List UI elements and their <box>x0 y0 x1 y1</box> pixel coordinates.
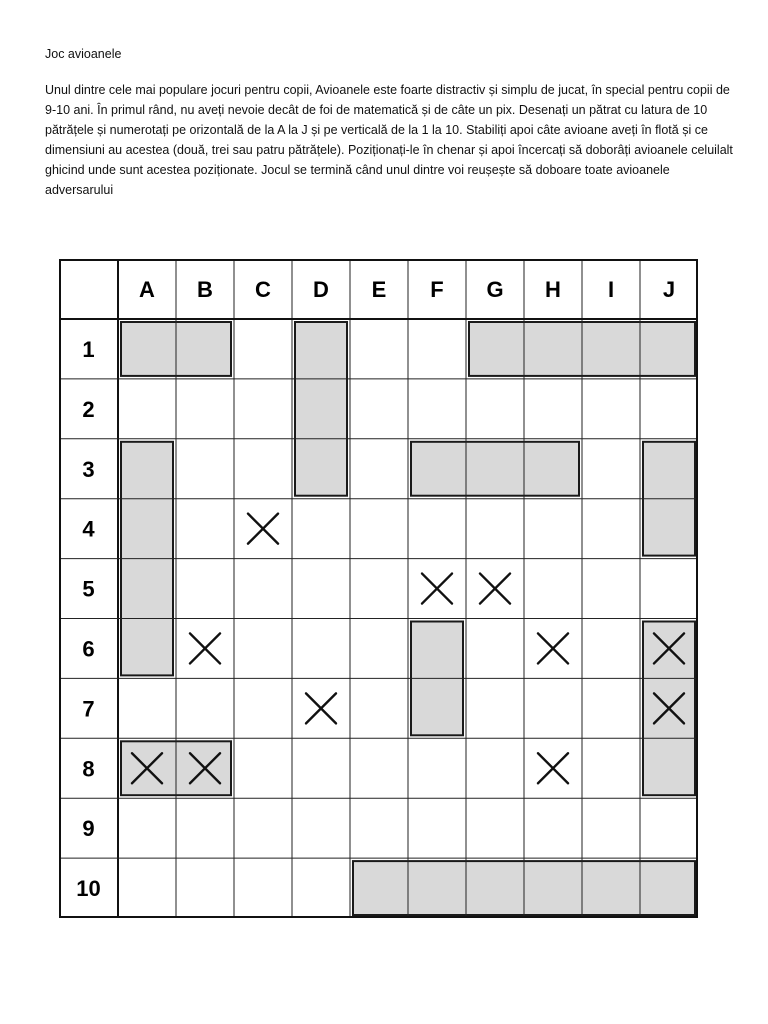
game-board <box>59 259 698 918</box>
column-header-g: G <box>486 277 504 302</box>
column-header-i: I <box>607 277 615 302</box>
row-header-10: 10 <box>76 876 101 902</box>
row-header-8: 8 <box>82 756 95 782</box>
plane-5 <box>411 442 579 496</box>
column-header-c: C <box>255 277 271 302</box>
row-header-7: 7 <box>82 696 95 722</box>
column-header-a: A <box>139 277 155 302</box>
row-header-1: 1 <box>82 336 95 362</box>
document-title: Joc avioanele <box>45 47 122 61</box>
row-header-9: 9 <box>82 816 95 842</box>
column-header-h: H <box>545 277 561 302</box>
column-header-e: E <box>371 277 387 302</box>
row-header-5: 5 <box>82 576 95 602</box>
column-header-d: D <box>313 277 329 302</box>
column-header-j: J <box>662 277 676 302</box>
row-header-6: 6 <box>82 636 95 662</box>
document-paragraph: Unul dintre cele mai populare jocuri pentru copii, Avioanele este foarte distractiv și simplu de jucat, în special pentru copii de 9-10 ani. În primul rând, nu aveți nevoie decât de foi de matematică și de câte un pix. Desenați un pătrat cu latura de 10 pătrățele și numerotați pe orizontală de la A la J și pe verticală de la 1 la 10. Stabiliți apoi câte avioane aveți în flotă și ce dimensiuni au acestea (două, trei sau patru pătrățele). Poziționați-le în chenar și apoi încercați să doborâți avioanele celuilalt ghicind unde sunt acestea poziționate. Jocul se termină când unul dintre voi reușește să doboare toate avioanele adversarului <box>45 83 733 197</box>
column-header-b: B <box>197 277 213 302</box>
row-header-4: 4 <box>82 516 95 542</box>
game-board-svg <box>59 259 698 918</box>
row-header-3: 3 <box>82 456 95 482</box>
column-header-f: F <box>430 277 444 302</box>
plane-2 <box>295 322 347 496</box>
row-header-2: 2 <box>82 396 95 422</box>
